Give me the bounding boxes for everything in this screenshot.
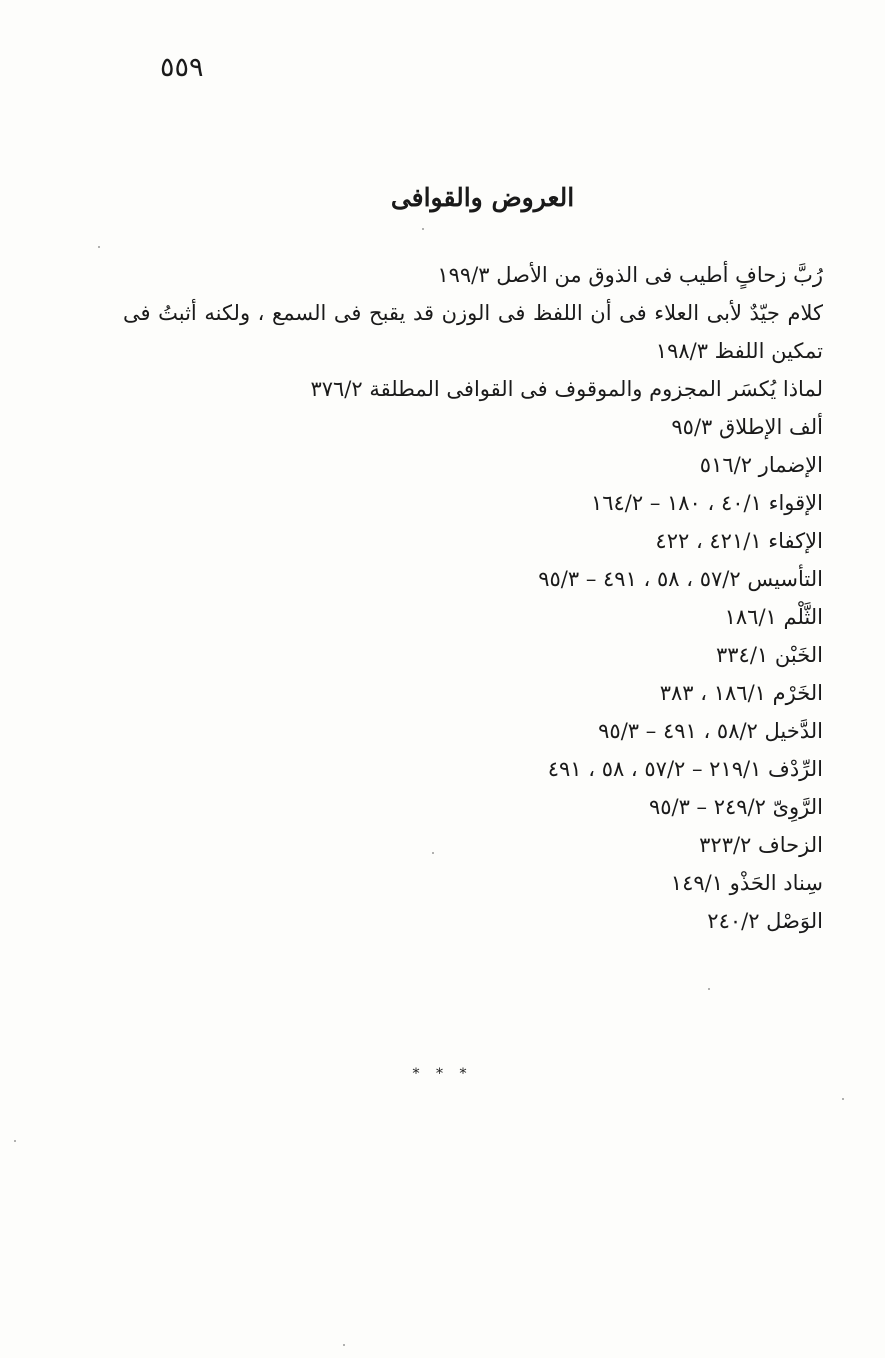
index-entry: رُبَّ زحافٍ أطيب فى الذوق من الأصل ١٩٩/٣: [437, 263, 823, 287]
section-title: العروض والقوافى: [390, 183, 575, 212]
index-entry: كلام جيّدٌ لأبى العلاء فى أن اللفظ فى الوزن قد يقبح فى السمع ، ولكنه أثبتُ فى تمكين اللفظ ١٩٨/٣: [123, 301, 823, 363]
index-entry: الإكفاء ٤٢١/١ ، ٤٢٢: [655, 529, 823, 553]
index-entry: الوَصْل ٢٤٠/٢: [707, 909, 823, 933]
index-entry: الدَّخيل ٥٨/٢ ، ٤٩١ – ٩٥/٣: [598, 719, 823, 743]
paper-speck: [842, 1098, 844, 1100]
paper-speck: [432, 852, 434, 854]
index-entry: ألف الإطلاق ٩٥/٣: [671, 415, 823, 439]
index-entry: الثَّلْم ١٨٦/١: [724, 605, 823, 629]
section-end-ornament: * * *: [412, 1066, 473, 1082]
index-entry: سِناد الحَذْو ١٤٩/١: [670, 871, 823, 895]
index-entry: الزحاف ٣٢٣/٢: [699, 833, 823, 857]
paper-speck: [98, 246, 100, 248]
index-entry: الرِّدْف ٢١٩/١ – ٥٧/٢ ، ٥٨ ، ٤٩١: [547, 757, 823, 781]
index-entry: الخَرْم ١٨٦/١ ، ٣٨٣: [659, 681, 823, 705]
index-entry: الإضمار ٥١٦/٢: [699, 453, 823, 477]
index-entry: التأسيس ٥٧/٢ ، ٥٨ ، ٤٩١ – ٩٥/٣: [538, 567, 823, 591]
paper-speck: [422, 228, 424, 230]
paper-speck: [708, 988, 710, 990]
index-entry: الإقواء ٤٠/١ ، ١٨٠ – ١٦٤/٢: [590, 491, 823, 515]
paper-speck: [343, 1344, 345, 1346]
index-entry: الرَّوِىّ ٢٤٩/٢ – ٩٥/٣: [648, 795, 823, 819]
page-number: ٥٥٩: [160, 52, 204, 83]
index-entries: [123, 256, 823, 940]
index-entry: الخَبْن ٣٣٤/١: [716, 643, 823, 667]
index-entry: لماذا يُكسَر المجزوم والموقوف فى القوافى المطلقة ٣٧٦/٢: [310, 377, 823, 401]
paper-speck: [14, 1140, 16, 1142]
